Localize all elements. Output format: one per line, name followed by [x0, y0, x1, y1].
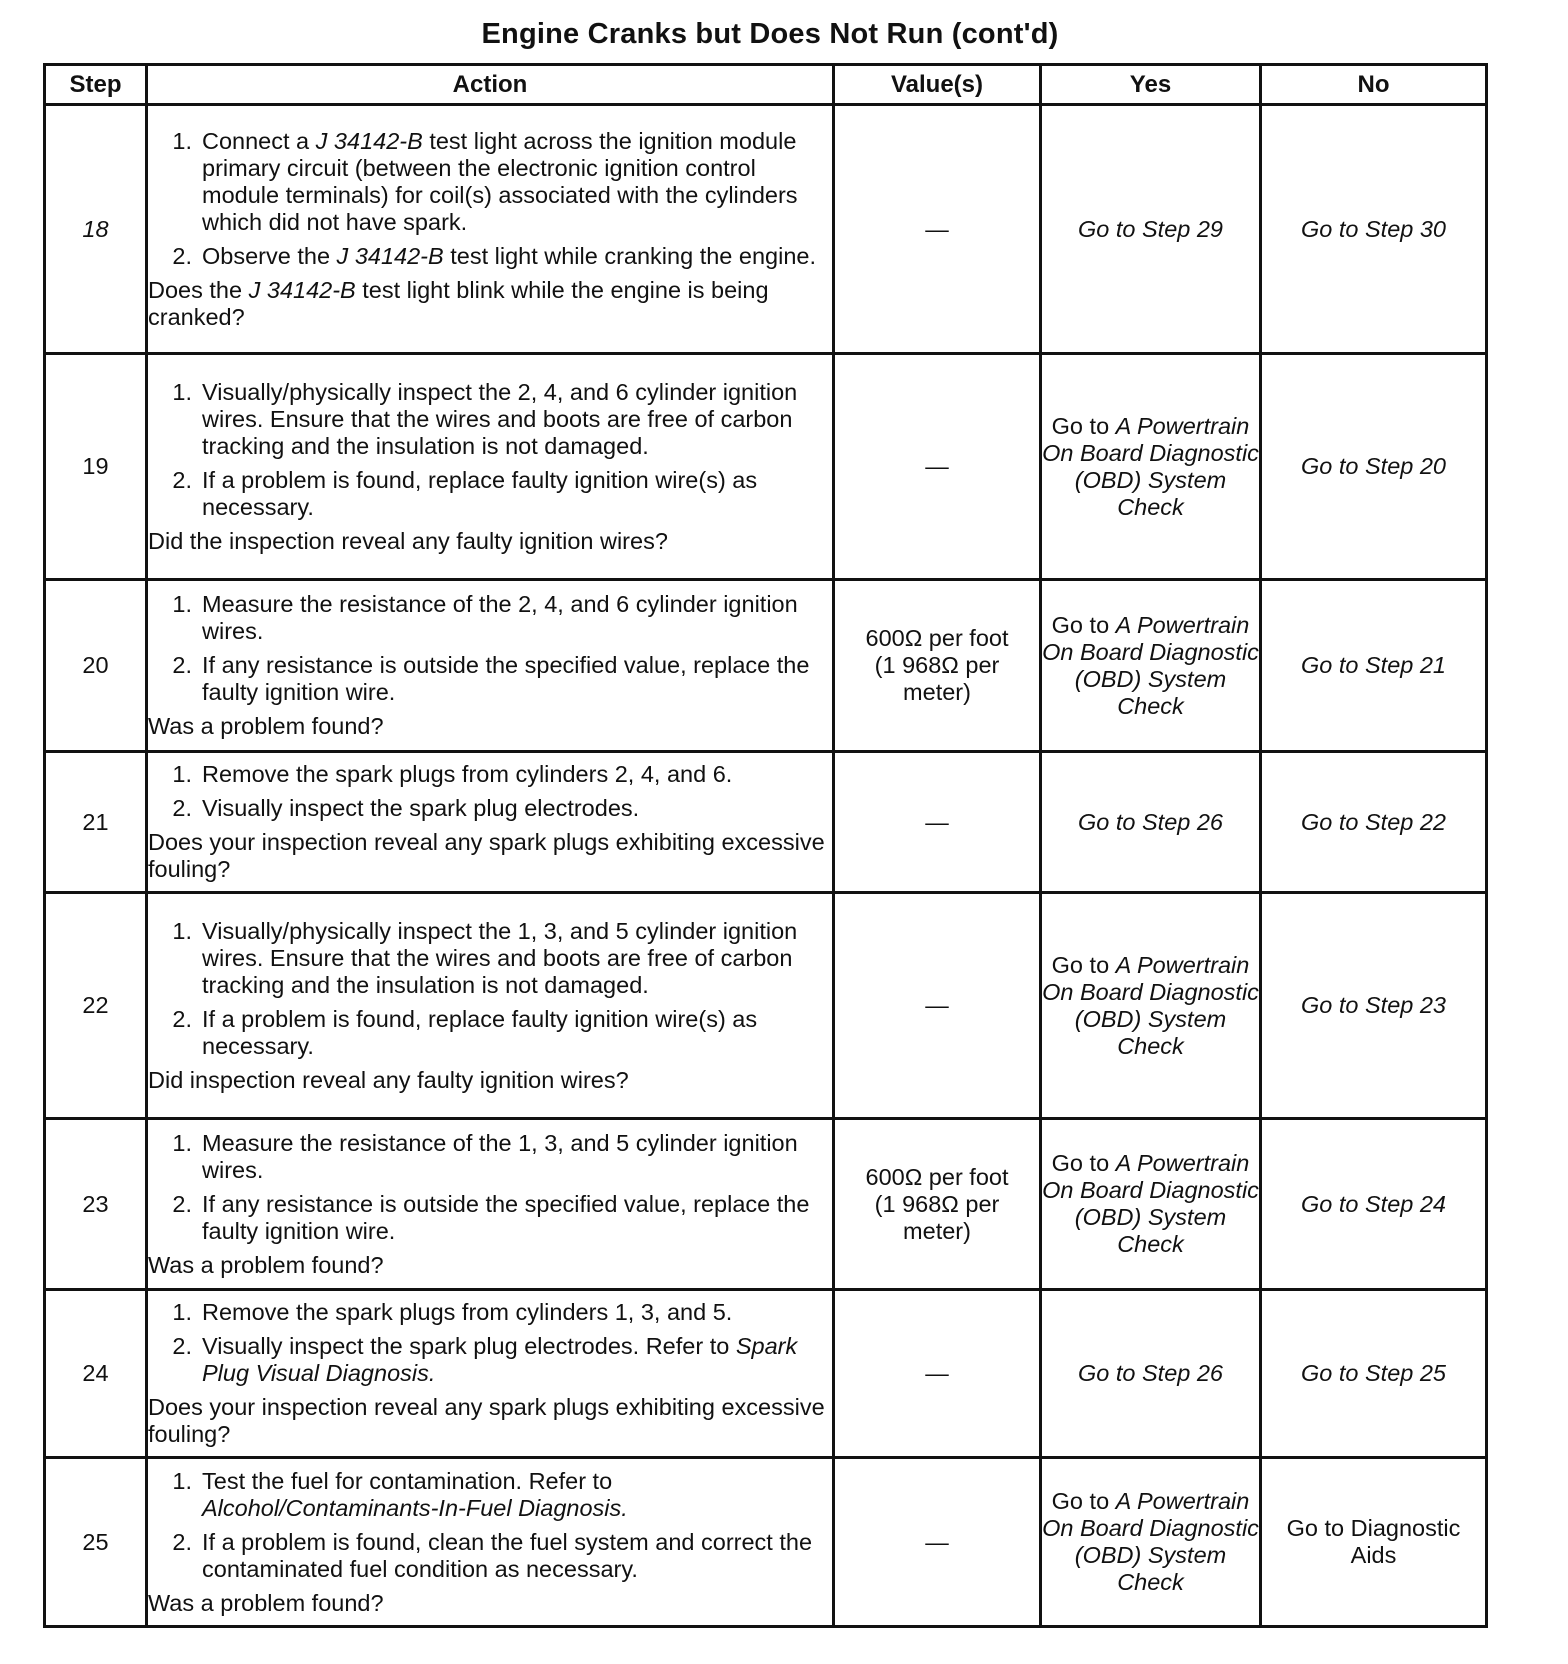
action-item: 2. Visually inspect the spark plug electrodes. Refer to Spark Plug Visual Diagnosis. — [172, 1333, 798, 1386]
action-item: 2. Visually inspect the spark plug electrodes. — [172, 795, 640, 821]
yes-cell: Go to A Powertrain On Board Diagnostic (OBD) System Check — [1041, 893, 1261, 1119]
step-number: 23 — [45, 1119, 147, 1290]
action-item: 2. If any resistance is outside the specified value, replace the faulty ignition wire. — [172, 1190, 810, 1244]
action-cell — [147, 1119, 834, 1290]
yes-cell: Go to A Powertrain On Board Diagnostic (OBD) System Check — [1041, 354, 1261, 580]
table-row — [45, 105, 1487, 354]
no-cell: Go to Step 22 — [1261, 752, 1487, 893]
yes-cell: Go to A Powertrain On Board Diagnostic (OBD) System Check — [1041, 1458, 1261, 1627]
step-number: 18 — [45, 105, 147, 354]
no-cell: Go to Step 25 — [1261, 1290, 1487, 1458]
spark-plug-diagnosis-reference: Spark Plug Visual Diagnosis. — [202, 1333, 798, 1386]
no-cell: Go to Step 24 — [1261, 1119, 1487, 1290]
step-number: 22 — [45, 893, 147, 1119]
value-cell: — — [834, 354, 1041, 580]
diagnostic-table — [43, 63, 1488, 1628]
action-item: 2. If a problem is found, replace faulty ignition wire(s) as necessary. — [172, 1005, 758, 1059]
step-number: 20 — [45, 580, 147, 752]
step-number: 19 — [45, 354, 147, 580]
header-row — [45, 65, 1487, 105]
action-cell — [147, 580, 834, 752]
yes-cell: Go to Step 26 — [1041, 752, 1261, 893]
table-row — [45, 1458, 1487, 1627]
step-number: 24 — [45, 1290, 147, 1458]
header-yes: Yes — [1041, 65, 1261, 105]
value-cell — [834, 580, 1041, 752]
action-item: 2. Observe the J 34142-B test light while cranking the engine. — [172, 242, 816, 269]
action-cell — [147, 1290, 834, 1458]
resistance-spec: 600Ω per foot (1 968Ω per meter) — [865, 625, 1009, 705]
action-question: Does the J 34142-B test light blink while the engine is being cranked? — [148, 276, 769, 330]
action-item: 1. Remove the spark plugs from cylinders 1, 3, and 5. — [172, 1299, 733, 1325]
action-item: 1. Test the fuel for contamination. Refer to Alcohol/Contaminants-In-Fuel Diagnosis. — [172, 1467, 628, 1521]
value-cell: — — [834, 105, 1041, 354]
step-number: 25 — [45, 1458, 147, 1627]
value-cell: — — [834, 893, 1041, 1119]
table-row — [45, 893, 1487, 1119]
action-question: Did inspection reveal any faulty ignition wires? — [148, 1066, 629, 1093]
yes-cell: Go to A Powertrain On Board Diagnostic (OBD) System Check — [1041, 580, 1261, 752]
value-cell: — — [834, 752, 1041, 893]
action-question: Did the inspection reveal any faulty ignition wires? — [148, 527, 668, 554]
no-cell: Go to Diagnostic Aids — [1261, 1458, 1487, 1627]
step-number: 21 — [45, 752, 147, 893]
no-cell: Go to Step 21 — [1261, 580, 1487, 752]
header-no: No — [1261, 65, 1487, 105]
action-item: 2. If any resistance is outside the specified value, replace the faulty ignition wire. — [172, 652, 810, 705]
value-cell: — — [834, 1458, 1041, 1627]
action-item: 1. Remove the spark plugs from cylinders 2, 4, and 6. — [172, 761, 733, 787]
action-item: 1. Measure the resistance of the 1, 3, and 5 cylinder ignition wires. — [172, 1129, 798, 1183]
action-question: Does your inspection reveal any spark plugs exhibiting excessive fouling? — [148, 1394, 825, 1447]
action-item: 1. Connect a J 34142-B test light across the ignition module primary circuit (between the electronic ignition control module terminals) for coil(s) associated with the cylinders which did not have spark. — [172, 127, 798, 235]
action-cell — [147, 893, 834, 1119]
fuel-diagnosis-reference: Alcohol/Contaminants-In-Fuel Diagnosis. — [202, 1494, 628, 1521]
action-item: 1. Visually/physically inspect the 1, 3, and 5 cylinder ignition wires. Ensure that the wires and boots are free of carbon tracking and the insulation is not damaged. — [172, 917, 798, 998]
action-item: 1. Visually/physically inspect the 2, 4, and 6 cylinder ignition wires. Ensure that the wires and boots are free of carbon tracking and the insulation is not damaged. — [172, 378, 798, 459]
page-title: Engine Cranks but Does Not Run (cont'd) — [481, 18, 1059, 50]
action-cell — [147, 752, 834, 893]
action-question: Was a problem found? — [148, 713, 384, 739]
action-question: Does your inspection reveal any spark plugs exhibiting excessive fouling? — [148, 829, 825, 882]
table-row — [45, 752, 1487, 893]
header-action: Action — [147, 65, 834, 105]
action-item: 2. If a problem is found, clean the fuel system and correct the contaminated fuel condition as necessary. — [172, 1528, 813, 1582]
table-row — [45, 580, 1487, 752]
action-question: Was a problem found? — [148, 1589, 384, 1616]
no-cell: Go to Step 30 — [1261, 105, 1487, 354]
action-cell — [147, 354, 834, 580]
header-values: Value(s) — [834, 65, 1041, 105]
table-row — [45, 354, 1487, 580]
table-row — [45, 1119, 1487, 1290]
action-cell — [147, 105, 834, 354]
action-question: Was a problem found? — [148, 1251, 384, 1278]
no-cell: Go to Step 23 — [1261, 893, 1487, 1119]
value-cell — [834, 1119, 1041, 1290]
header-step: Step — [45, 65, 147, 105]
yes-cell: Go to A Powertrain On Board Diagnostic (OBD) System Check — [1041, 1119, 1261, 1290]
table-row — [45, 1290, 1487, 1458]
action-item: 2. If a problem is found, replace faulty ignition wire(s) as necessary. — [172, 466, 758, 520]
resistance-spec: 600Ω per foot (1 968Ω per meter) — [865, 1163, 1009, 1244]
yes-cell: Go to Step 26 — [1041, 1290, 1261, 1458]
action-item: 1. Measure the resistance of the 2, 4, and 6 cylinder ignition wires. — [172, 591, 798, 644]
no-cell: Go to Step 20 — [1261, 354, 1487, 580]
value-cell: — — [834, 1290, 1041, 1458]
action-cell — [147, 1458, 834, 1627]
yes-cell: Go to Step 29 — [1041, 105, 1261, 354]
